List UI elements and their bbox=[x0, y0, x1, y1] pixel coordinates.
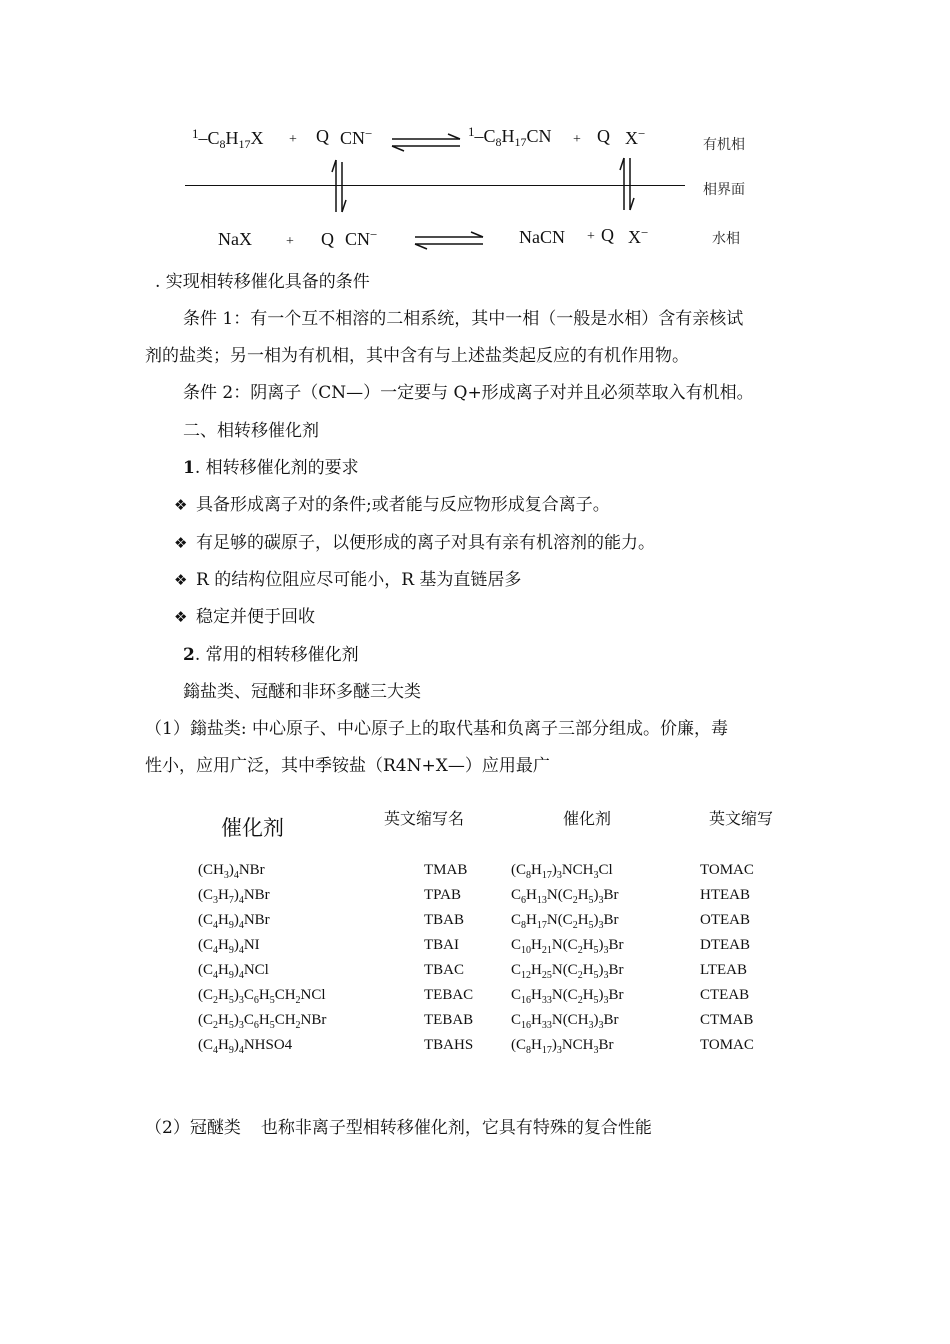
catalyst-abbreviation: TMAB bbox=[424, 862, 468, 878]
aqueous-plus-1: + bbox=[286, 234, 294, 249]
organic-product: $^1-C_8H_{17}CN$ bbox=[468, 124, 552, 149]
catalyst-formula-2: $C_{10}H_{21}N(C_2H_5)_3Br$ bbox=[511, 937, 624, 956]
label-organic-phase: 有机相 bbox=[703, 137, 745, 153]
bullet-item: ❖ 具备形成离子对的条件;或者能与反应物形成复合离子。 bbox=[174, 495, 610, 515]
catalyst-abbreviation-2: TOMAC bbox=[700, 1037, 754, 1053]
table-header-catalyst-2: 催化剂 bbox=[563, 809, 612, 828]
crown-ethers-line: （2）冠醚类 也称非离子型相转移催化剂，它具有特殊的复合性能 bbox=[145, 1118, 652, 1138]
organic-reactant: $^1-C_8H_{17}X$ bbox=[192, 126, 264, 151]
catalyst-formula-2: $(C_8H_{17})_3NCH_3Cl$ bbox=[511, 862, 613, 881]
label-interface: 相界面 bbox=[703, 182, 745, 198]
catalyst-abbreviation-2: HTEAB bbox=[700, 887, 750, 903]
label-aqueous-phase: 水相 bbox=[712, 231, 740, 247]
aqueous-equilibrium-arrow bbox=[413, 231, 485, 251]
catalyst-abbreviation-2: TOMAC bbox=[700, 862, 754, 878]
catalyst-formula: $(C_3H_7)_4NBr$ bbox=[198, 887, 270, 906]
catalyst-formula-2: $C_{12}H_{25}N(C_2H_5)_3Br$ bbox=[511, 962, 624, 981]
catalyst-formula: $(C_4H_9)_4NI$ bbox=[198, 937, 260, 956]
diamond-bullet-icon: ❖ bbox=[174, 608, 188, 626]
catalyst-abbreviation: TEBAC bbox=[424, 987, 474, 1003]
right-vertical-equilibrium-arrow bbox=[617, 154, 637, 214]
subsection-2-heading: 2. 常用的相转移催化剂 bbox=[183, 645, 359, 665]
catalyst-abbreviation: TBAC bbox=[424, 962, 465, 978]
conditions-heading: . 实现相转移催化具备的条件 bbox=[155, 272, 370, 292]
catalyst-formula: $(C_4H_9)_4NHSO4$ bbox=[198, 1037, 293, 1056]
organic-anion-1: CN− bbox=[340, 126, 373, 148]
organic-plus-1: + bbox=[289, 132, 297, 147]
catalyst-abbreviation: TBAHS bbox=[424, 1037, 474, 1053]
catalyst-abbreviation: TBAI bbox=[424, 937, 459, 953]
catalyst-abbreviation: TPAB bbox=[424, 887, 461, 903]
catalyst-types: 鎓盐类、冠醚和非环多醚三大类 bbox=[183, 682, 421, 702]
organic-anion-2: X− bbox=[625, 126, 646, 148]
condition-1-line-2: 剂的盐类；另一相为有机相，其中含有与上述盐类起反应的有机作用物。 bbox=[145, 346, 689, 366]
subsection-1-heading: 1. 相转移催化剂的要求 bbox=[183, 458, 359, 478]
aqueous-product: NaCN bbox=[519, 227, 565, 247]
catalyst-abbreviation-2: CTEAB bbox=[700, 987, 750, 1003]
catalyst-abbreviation: TBAB bbox=[424, 912, 465, 928]
catalyst-formula: $(C_4H_9)_4NCl$ bbox=[198, 962, 269, 981]
organic-q-1: Q bbox=[316, 126, 329, 146]
diamond-bullet-icon: ❖ bbox=[174, 496, 188, 514]
aqueous-anion-2: X− bbox=[628, 225, 649, 247]
catalyst-formula: $(C_2H_5)_3C_6H_5CH_2NCl$ bbox=[198, 987, 326, 1006]
section-2-heading: 二、相转移催化剂 bbox=[183, 421, 319, 441]
catalyst-formula-2: $(C_8H_{17})_3NCH_3Br$ bbox=[511, 1037, 614, 1056]
catalyst-formula: $(C_2H_5)_3C_6H_5CH_2NBr$ bbox=[198, 1012, 327, 1031]
table-header-abbreviation: 英文缩写名 bbox=[384, 809, 465, 828]
condition-2: 条件 2：阴离子（CN—）一定要与 Q+形成离子对并且必须萃取入有机相。 bbox=[183, 383, 754, 403]
diamond-bullet-icon: ❖ bbox=[174, 571, 188, 589]
catalyst-abbreviation: TEBAB bbox=[424, 1012, 474, 1028]
phase-interface-line bbox=[185, 185, 685, 186]
organic-plus-2: + bbox=[573, 132, 581, 147]
left-vertical-equilibrium-arrow bbox=[329, 158, 349, 216]
catalyst-formula-2: $C_{16}H_{33}N(CH_3)_3Br$ bbox=[511, 1012, 619, 1031]
bullet-item: ❖ 稳定并便于回收 bbox=[174, 607, 315, 627]
catalyst-formula: $(CH_3)_4NBr$ bbox=[198, 862, 265, 881]
bullet-item: ❖ R 的结构位阻应尽可能小，R 基为直链居多 bbox=[174, 570, 522, 590]
aqueous-anion-1: CN− bbox=[345, 227, 378, 249]
aqueous-q-1: Q bbox=[321, 229, 334, 249]
organic-q-2: Q bbox=[597, 126, 610, 146]
aqueous-reactant: NaX bbox=[218, 229, 252, 249]
diamond-bullet-icon: ❖ bbox=[174, 534, 188, 552]
condition-1-line-1: 条件 1：有一个互不相溶的二相系统，其中一相（一般是水相）含有亲核试 bbox=[183, 309, 744, 329]
catalyst-formula-2: $C_8H_{17}N(C_2H_5)_3Br$ bbox=[511, 912, 619, 931]
aqueous-q-2: Q bbox=[601, 225, 614, 245]
catalyst-formula-2: $C_6H_{13}N(C_2H_5)_3Br$ bbox=[511, 887, 619, 906]
bullet-item: ❖ 有足够的碳原子，以便形成的离子对具有亲有机溶剂的能力。 bbox=[174, 533, 655, 553]
organic-equilibrium-arrow bbox=[390, 133, 462, 153]
catalyst-formula: $(C_4H_9)_4NBr$ bbox=[198, 912, 270, 931]
onium-salts-line-2: 性小，应用广泛，其中季铵盐（R4N+X—）应用最广 bbox=[145, 756, 550, 776]
catalyst-abbreviation-2: DTEAB bbox=[700, 937, 750, 953]
catalyst-formula-2: $C_{16}H_{33}N(C_2H_5)_3Br$ bbox=[511, 987, 624, 1006]
table-header-abbreviation-2: 英文缩写 bbox=[709, 809, 774, 828]
aqueous-plus-2: + bbox=[587, 229, 595, 244]
table-header-catalyst: 催化剂 bbox=[221, 816, 284, 840]
catalyst-abbreviation-2: CTMAB bbox=[700, 1012, 754, 1028]
catalyst-abbreviation-2: OTEAB bbox=[700, 912, 750, 928]
onium-salts-line-1: （1）鎓盐类: 中心原子、中心原子上的取代基和负离子三部分组成。价廉，毒 bbox=[145, 719, 728, 739]
catalyst-abbreviation-2: LTEAB bbox=[700, 962, 747, 978]
